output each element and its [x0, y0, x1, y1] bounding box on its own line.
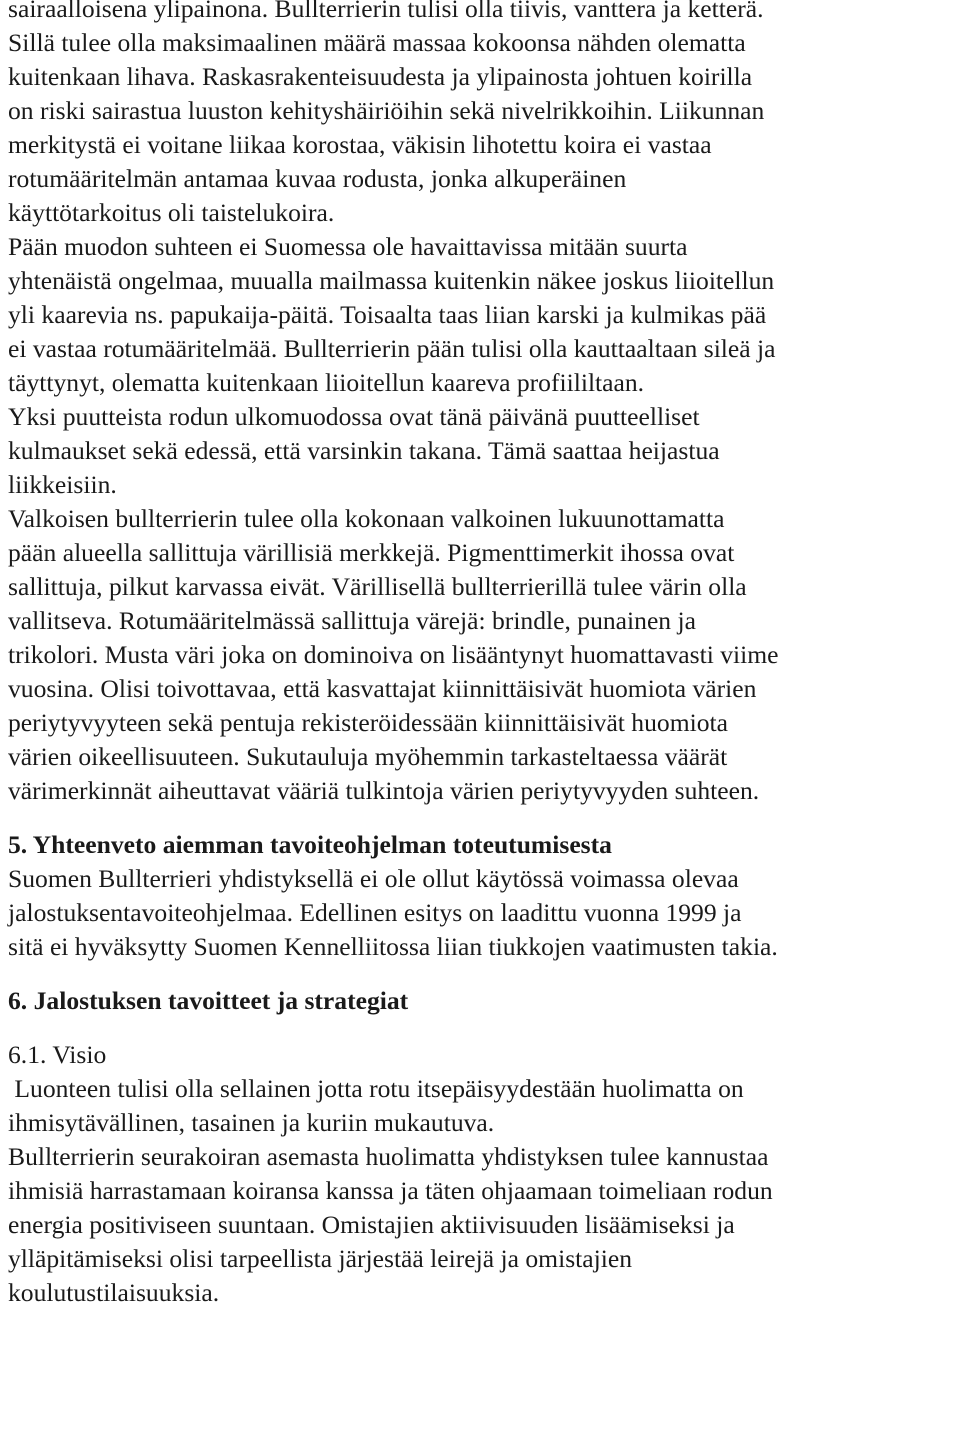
section-number: 5.: [8, 830, 28, 859]
text-line: on riski sairastua luuston kehityshäiriöihin sekä nivelrikkoihin. Liikunnan: [8, 96, 765, 125]
text-line: pään alueella sallittuja värillisiä merkkejä. Pigmenttimerkit ihossa ovat: [8, 538, 735, 567]
subsection-title: 6.1. Visio: [8, 1040, 107, 1069]
text-line: värien oikeellisuuteen. Sukutauluja myöhemmin tarkasteltaessa väärät: [8, 742, 728, 771]
text-line: Suomen Bullterrieri yhdistyksellä ei ole ollut käytössä voimassa olevaa: [8, 864, 739, 893]
text-line: ihmisytävällinen, tasainen ja kuriin mukautuva.: [8, 1108, 495, 1137]
text-line: vallitseva. Rotumääritelmässä sallittuja värejä: brindle, punainen ja: [8, 606, 696, 635]
section-title: Jalostuksen tavoitteet ja strategiat: [33, 986, 409, 1015]
text-line: yli kaarevia ns. papukaija-päitä. Toisaalta taas liian karski ja kulmikas pää: [8, 300, 767, 329]
section-heading: [8, 828, 958, 862]
section-5: [8, 828, 958, 964]
text-line: kuitenkaan lihava. Raskasrakenteisuudesta ja ylipainosta johtuen koirilla: [8, 62, 753, 91]
text-line: sitä ei hyväksytty Suomen Kennelliitossa liian tiukkojen vaatimusten takia.: [8, 932, 778, 961]
paragraph-block-1: [8, 0, 958, 808]
text-line: ei vastaa rotumääritelmää. Bullterrierin pään tulisi olla kauttaaltaan sileä ja: [8, 334, 776, 363]
section-title: Yhteenveto aiemman tavoiteohjelman toteutumisesta: [32, 830, 612, 859]
document-page: [8, 0, 958, 1310]
text-line: Bullterrierin seurakoiran asemasta huolimatta yhdistyksen tulee kannustaa: [8, 1142, 769, 1171]
text-line: Luonteen tulisi olla sellainen jotta rotu itsepäisyydestään huolimatta on: [8, 1074, 744, 1103]
text-line: jalostuksentavoiteohjelmaa. Edellinen esitys on laadittu vuonna 1999 ja: [8, 898, 742, 927]
text-line: sairaalloisena ylipainona. Bullterrierin tulisi olla tiivis, vanttera ja ketterä.: [8, 0, 764, 23]
text-line: Valkoisen bullterrierin tulee olla kokonaan valkoinen lukuunottamatta: [8, 504, 725, 533]
section-6-1: [8, 1038, 958, 1310]
text-line: Sillä tulee olla maksimaalinen määrä massaa kokoonsa nähden olematta: [8, 28, 746, 57]
spacer: [8, 964, 958, 984]
section-6: [8, 984, 958, 1018]
spacer: [8, 808, 958, 828]
text-line: yhtenäistä ongelmaa, muualla mailmassa kuitenkin näkee joskus liioitellun: [8, 266, 775, 295]
text-line: Pään muodon suhteen ei Suomessa ole havaittavissa mitään suurta: [8, 232, 688, 261]
text-line: ylläpitämiseksi olisi tarpeellista järjestää leirejä ja omistajien: [8, 1244, 632, 1273]
text-line: käyttötarkoitus oli taistelukoira.: [8, 198, 335, 227]
text-line: vuosina. Olisi toivottavaa, että kasvattajat kiinnittäisivät huomiota värien: [8, 674, 757, 703]
text-line: periytyvyyteen sekä pentuja rekisteröidessään kiinnittäisivät huomiota: [8, 708, 728, 737]
spacer: [8, 1018, 958, 1038]
text-line: liikkeisiin.: [8, 470, 117, 499]
text-line: trikolori. Musta väri joka on dominoiva on lisääntynyt huomattavasti viime: [8, 640, 779, 669]
text-line: sallittuja, pilkut karvassa eivät. Värillisellä bullterrierillä tulee värin olla: [8, 572, 747, 601]
text-line: energia positiviseen suuntaan. Omistajien aktiivisuuden lisäämiseksi ja: [8, 1210, 735, 1239]
text-line: merkitystä ei voitane liikaa korostaa, väkisin lihotettu koira ei vastaa: [8, 130, 712, 159]
text-line: rotumääritelmän antamaa kuvaa rodusta, jonka alkuperäinen: [8, 164, 627, 193]
text-line: kulmaukset sekä edessä, että varsinkin takana. Tämä saattaa heijastua: [8, 436, 720, 465]
section-heading: [8, 984, 958, 1018]
text-line: ihmisiä harrastamaan koiransa kanssa ja täten ohjaamaan toimeliaan rodun: [8, 1176, 773, 1205]
text-line: värimerkinnät aiheuttavat vääriä tulkintoja värien periytyvyyden suhteen.: [8, 776, 760, 805]
text-line: täyttynyt, olematta kuitenkaan liioitellun kaareva profiililtaan.: [8, 368, 645, 397]
text-line: koulutustilaisuuksia.: [8, 1278, 220, 1307]
text-line: Yksi puutteista rodun ulkomuodossa ovat tänä päivänä puutteelliset: [8, 402, 700, 431]
section-number: 6.: [8, 986, 28, 1015]
